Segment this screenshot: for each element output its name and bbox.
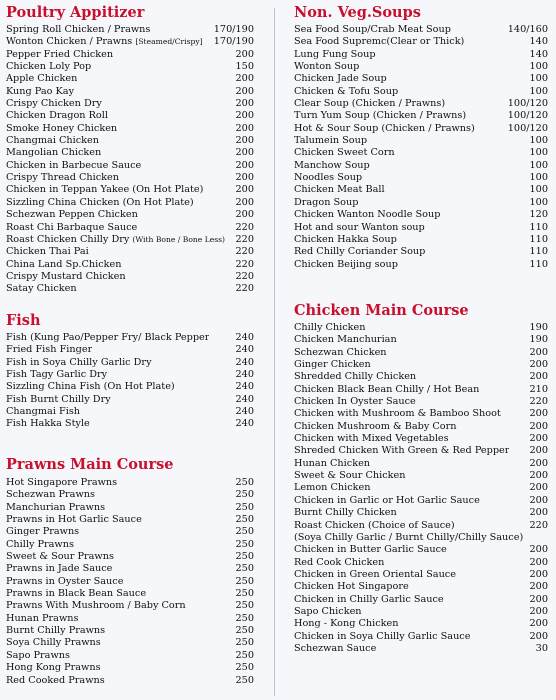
item-price: 200 — [529, 544, 548, 556]
item-name: (Soya Chilly Garlic / Burnt Chilly/Chilly Sauce) — [294, 531, 524, 543]
item-name: Chicken in Green Oriental Sauce — [294, 568, 456, 580]
menu-item — [294, 606, 548, 618]
menu-item — [294, 209, 548, 221]
item-price: 200 — [235, 48, 254, 60]
item-price: 250 — [235, 538, 254, 550]
item-price: 250 — [235, 575, 254, 587]
item-price: 190 — [529, 334, 548, 346]
menu-item — [294, 482, 548, 494]
item-price: 250 — [235, 662, 254, 674]
item-price: 140/160 — [507, 24, 548, 35]
item-price: 220 — [529, 396, 548, 408]
item-name: Chicken Dragon Roll — [6, 110, 108, 122]
item-name: Mangolian Chicken — [6, 147, 102, 159]
item-name: Hunan Prawns — [6, 612, 79, 624]
item-name: Sea Food Supremc(Clear or Thick) — [294, 36, 465, 48]
menu-item — [294, 334, 548, 346]
item-name: Satay Chicken — [6, 283, 77, 295]
item-name: Schezwan Sauce — [294, 642, 377, 654]
item-name: Sapo Chicken — [294, 605, 362, 617]
item-name: Smoke Honey Chicken — [6, 122, 118, 134]
menu-list — [294, 24, 548, 271]
item-name: Manchurian Prawns — [6, 501, 106, 513]
menu-item — [294, 110, 548, 122]
item-name: Chilly Prawns — [6, 538, 74, 550]
menu-item — [6, 24, 254, 36]
item-name: Chicken with Mushroom & Bamboo Shoot — [294, 408, 501, 420]
item-price: 200 — [529, 556, 548, 568]
item-price: 220 — [529, 519, 548, 531]
item-name: Prawns in Jade Sauce — [6, 563, 113, 575]
item-name: Chicken Thai Pai — [6, 246, 89, 258]
item-price: 240 — [235, 369, 254, 381]
menu-item — [6, 184, 254, 196]
item-price: 110 — [529, 246, 548, 258]
item-name: Chicken Wanton Noodle Soup — [294, 209, 441, 221]
item-name: Wonton Chicken / Prawns [Steamed/Crispy] — [6, 36, 203, 48]
item-name: Changmai Chicken — [6, 135, 100, 147]
menu-item — [294, 322, 548, 334]
item-price: 240 — [235, 332, 254, 343]
menu-item — [294, 36, 548, 48]
item-price: 100/120 — [507, 98, 548, 110]
item-name: Burnt Chilly Prawns — [6, 625, 106, 637]
item-price: 200 — [235, 196, 254, 208]
item-price: 200 — [529, 408, 548, 420]
menu-item — [6, 49, 254, 61]
item-price: 100 — [529, 135, 548, 147]
item-name: Chicken with Mixed Vegetables — [294, 433, 449, 445]
item-name: Hong Kong Prawns — [6, 662, 101, 674]
item-price: 220 — [235, 233, 254, 245]
item-price: 190 — [529, 322, 548, 333]
item-name: Clear Soup (Chicken / Prawns) — [294, 98, 446, 110]
item-price: 200 — [529, 445, 548, 457]
menu-item — [294, 147, 548, 159]
item-price: 250 — [235, 526, 254, 538]
item-price: 140 — [529, 36, 548, 48]
item-price: 200 — [235, 135, 254, 147]
item-name: Crispy Mustard Chicken — [6, 270, 126, 282]
item-price: 110 — [529, 221, 548, 233]
item-name: Chicken Beijing soup — [294, 258, 398, 270]
item-price: 250 — [235, 477, 254, 488]
item-name: Pepper Fried Chicken — [6, 48, 114, 60]
item-price: 200 — [529, 618, 548, 630]
item-price: 250 — [235, 600, 254, 612]
item-price: 170/190 — [213, 24, 254, 35]
menu-item — [294, 544, 548, 556]
item-name: Wonton Soup — [294, 61, 360, 73]
item-price: 220 — [235, 270, 254, 282]
item-price: 250 — [235, 588, 254, 600]
menu-item — [6, 283, 254, 295]
section-heading: Fish — [6, 312, 41, 329]
item-price: 200 — [235, 209, 254, 221]
item-name: Sizzling China Chicken (On Hot Plate) — [6, 196, 194, 208]
menu-item — [294, 98, 548, 110]
item-name: Chicken in Teppan Yakee (On Hot Plate) — [6, 184, 204, 196]
item-name: Changmai Fish — [6, 406, 81, 418]
item-price: 200 — [235, 110, 254, 122]
item-price: 200 — [235, 159, 254, 171]
menu-item-note — [294, 532, 548, 544]
item-name: Chicken & Tofu Soup — [294, 85, 399, 97]
item-name: Chicken Black Bean Chilly / Hot Bean — [294, 383, 480, 395]
item-price: 250 — [235, 612, 254, 624]
item-name: Fish in Soya Chilly Garlic Dry — [6, 356, 152, 368]
menu-item — [294, 135, 548, 147]
menu-item — [294, 495, 548, 507]
item-name: Fish Tagy Garlic Dry — [6, 369, 108, 381]
item-price: 200 — [529, 581, 548, 593]
item-name: Prawns in Hot Garlic Sauce — [6, 514, 142, 526]
item-note: [Steamed/Crispy] — [135, 37, 203, 47]
item-price: 200 — [529, 630, 548, 642]
item-name: Kung Pao Kay — [6, 85, 75, 97]
item-price: 200 — [529, 470, 548, 482]
menu-item — [6, 675, 254, 687]
menu-item — [6, 650, 254, 662]
item-price: 200 — [529, 346, 548, 358]
menu-item — [6, 160, 254, 172]
menu-item — [294, 73, 548, 85]
menu-item — [6, 502, 254, 514]
item-name: Chicken Sweet Corn — [294, 147, 395, 159]
item-price: 100 — [529, 184, 548, 196]
item-name: Prawns in Oyster Sauce — [6, 575, 124, 587]
item-name: Schezwan Peppen Chicken — [6, 209, 138, 221]
menu-item — [6, 526, 254, 538]
menu-item — [6, 563, 254, 575]
item-name: Crispy Thread Chicken — [6, 172, 120, 184]
menu-item — [6, 514, 254, 526]
item-name: Apple Chicken — [6, 73, 78, 85]
item-name: Ginger Prawns — [6, 526, 80, 538]
column-divider — [274, 8, 275, 696]
item-price: 200 — [235, 184, 254, 196]
item-price: 200 — [529, 457, 548, 469]
item-name: Chicken In Oyster Sauce — [294, 396, 416, 408]
item-price: 100 — [529, 85, 548, 97]
item-price: 100 — [529, 172, 548, 184]
menu-item — [294, 359, 548, 371]
menu-item — [294, 421, 548, 433]
menu-item — [6, 662, 254, 674]
menu-item — [6, 551, 254, 563]
section-chicken-main-course — [294, 302, 548, 655]
item-price: 240 — [235, 393, 254, 405]
menu-item — [294, 520, 548, 532]
menu-item — [294, 396, 548, 408]
menu-item — [6, 369, 254, 381]
menu-list — [6, 477, 254, 687]
section-heading: Prawns Main Course — [6, 456, 174, 473]
item-name: Turn Yum Soup (Chicken / Prawns) — [294, 110, 467, 122]
section-poultry-appitizer — [6, 4, 254, 296]
menu-item — [294, 507, 548, 519]
item-price: 200 — [529, 605, 548, 617]
item-name: Chicken Meat Ball — [294, 184, 385, 196]
menu-item — [6, 209, 254, 221]
item-price: 110 — [529, 233, 548, 245]
item-name: Chicken Manchurian — [294, 334, 397, 346]
item-price: 200 — [235, 98, 254, 110]
item-price: 220 — [235, 246, 254, 258]
item-name: Chicken in Garlic or Hot Garlic Sauce — [294, 494, 480, 506]
menu-item — [6, 588, 254, 600]
menu-item — [6, 625, 254, 637]
menu-item — [294, 347, 548, 359]
item-name: Chicken Loly Pop — [6, 61, 92, 73]
menu-item — [294, 458, 548, 470]
menu-item — [294, 594, 548, 606]
menu-item — [294, 618, 548, 630]
menu-item — [294, 123, 548, 135]
menu-item — [6, 576, 254, 588]
menu-item — [6, 123, 254, 135]
menu-item — [294, 222, 548, 234]
menu-item — [294, 86, 548, 98]
menu-list — [6, 24, 254, 296]
item-price: 250 — [235, 489, 254, 501]
section-heading: Poultry Appitizer — [6, 4, 145, 21]
item-price: 240 — [235, 406, 254, 418]
item-name: Noodles Soup — [294, 172, 363, 184]
item-name: Roast Chi Barbaque Sauce — [6, 221, 138, 233]
item-name: Sea Food Soup/Crab Meat Soup — [294, 24, 451, 35]
item-name: Hunan Chicken — [294, 457, 371, 469]
item-price: 110 — [529, 258, 548, 270]
item-price: 100/120 — [507, 122, 548, 134]
menu-item — [294, 61, 548, 73]
item-name: Chicken in Chilly Garlic Sauce — [294, 593, 444, 605]
section-prawns-main-course — [6, 456, 254, 687]
item-price: 170/190 — [213, 36, 254, 48]
item-price: 100 — [529, 61, 548, 73]
section-fish — [6, 312, 254, 431]
menu-item — [294, 569, 548, 581]
item-name: Chicken in Barbecue Sauce — [6, 159, 142, 171]
item-name: Lung Fung Soup — [294, 48, 376, 60]
item-name: Chicken Hot Singapore — [294, 581, 409, 593]
item-price: 200 — [529, 593, 548, 605]
item-name: Roast Chicken Chilly Dry (With Bone / Bone Less) — [6, 233, 225, 245]
menu-item — [6, 36, 254, 48]
item-name: Soya Chilly Prawns — [6, 637, 101, 649]
menu-item — [294, 408, 548, 420]
menu-item — [294, 172, 548, 184]
menu-item — [6, 271, 254, 283]
menu-item — [6, 357, 254, 369]
item-price: 100 — [529, 159, 548, 171]
item-name: Fish (Kung Pao/Pepper Fry/ Black Pepper — [6, 332, 210, 343]
menu-item — [294, 433, 548, 445]
menu-item — [6, 477, 254, 489]
item-price: 150 — [235, 61, 254, 73]
item-price: 240 — [235, 344, 254, 356]
item-price: 240 — [235, 418, 254, 430]
item-price: 250 — [235, 514, 254, 526]
menu-item — [6, 381, 254, 393]
item-name: Roast Chicken (Choice of Sauce) — [294, 519, 455, 531]
item-price: 200 — [529, 568, 548, 580]
item-name: Sapo Prawns — [6, 649, 70, 661]
item-name: Red Chilly Coriander Soup — [294, 246, 426, 258]
menu-item — [6, 332, 254, 344]
item-name: Fish Burnt Chilly Dry — [6, 393, 111, 405]
item-name: Schezwan Prawns — [6, 489, 95, 501]
section-heading: Chicken Main Course — [294, 302, 469, 319]
item-name: Sweet & Sour Chicken — [294, 470, 406, 482]
item-name: Sweet & Sour Prawns — [6, 551, 114, 563]
menu-item — [6, 234, 254, 246]
menu-item — [6, 600, 254, 612]
menu-item — [294, 24, 548, 36]
item-name: Chicken Hakka Soup — [294, 233, 397, 245]
item-price: 100/120 — [507, 110, 548, 122]
menu-item — [294, 160, 548, 172]
item-price: 100 — [529, 147, 548, 159]
item-name: China Land Sp.Chicken — [6, 258, 122, 270]
menu-item — [294, 234, 548, 246]
item-price: 200 — [235, 122, 254, 134]
item-name: Fried Fish Finger — [6, 344, 93, 356]
item-price: 240 — [235, 356, 254, 368]
item-name: Shredded Chilly Chicken — [294, 371, 417, 383]
item-name: Sizzling China Fish (On Hot Plate) — [6, 381, 175, 393]
item-name: Dragon Soup — [294, 196, 359, 208]
item-price: 220 — [235, 221, 254, 233]
menu-item — [6, 406, 254, 418]
item-price: 200 — [529, 433, 548, 445]
menu-item — [294, 445, 548, 457]
menu-item — [6, 539, 254, 551]
item-price: 250 — [235, 501, 254, 513]
item-price: 200 — [529, 494, 548, 506]
item-price: 200 — [529, 482, 548, 494]
menu-item — [294, 184, 548, 196]
item-price: 240 — [235, 381, 254, 393]
section-non-veg-soups — [294, 4, 548, 271]
menu-item — [294, 246, 548, 258]
item-price: 200 — [235, 172, 254, 184]
menu-item — [6, 222, 254, 234]
item-price: 30 — [535, 642, 548, 654]
item-price: 140 — [529, 48, 548, 60]
menu-item — [6, 98, 254, 110]
item-price: 120 — [529, 209, 548, 221]
item-name: Red Cook Chicken — [294, 556, 385, 568]
menu-item — [294, 371, 548, 383]
item-name: Red Cooked Prawns — [6, 674, 105, 686]
menu-item — [294, 557, 548, 569]
item-name: Hot and sour Wanton soup — [294, 221, 425, 233]
menu-item — [6, 613, 254, 625]
item-price: 250 — [235, 637, 254, 649]
item-price: 100 — [529, 73, 548, 85]
menu-item — [6, 637, 254, 649]
menu-item — [6, 110, 254, 122]
item-price: 250 — [235, 674, 254, 686]
menu-item — [294, 643, 548, 655]
item-name: Hong - Kong Chicken — [294, 618, 399, 630]
menu-item — [294, 49, 548, 61]
menu-item — [294, 581, 548, 593]
item-name: Chicken Mushroom & Baby Corn — [294, 420, 457, 432]
menu-item — [6, 73, 254, 85]
item-name: Hot Singapore Prawns — [6, 477, 118, 488]
menu-item — [6, 344, 254, 356]
menu-item — [294, 197, 548, 209]
menu-item — [6, 418, 254, 430]
item-name: Crispy Chicken Dry — [6, 98, 102, 110]
item-name: Talumein Soup — [294, 135, 368, 147]
item-name: Ginger Chicken — [294, 359, 371, 371]
item-name: Shreded Chicken With Green & Red Pepper — [294, 445, 510, 457]
item-name: Chicken in Butter Garlic Sauce — [294, 544, 447, 556]
menu-list — [6, 332, 254, 431]
item-price: 200 — [529, 420, 548, 432]
menu-item — [6, 86, 254, 98]
item-price: 200 — [529, 359, 548, 371]
menu-item — [6, 172, 254, 184]
item-price: 100 — [529, 196, 548, 208]
menu-item — [6, 394, 254, 406]
section-heading: Non. Veg.Soups — [294, 4, 421, 21]
item-name: Lemon Chicken — [294, 482, 371, 494]
menu-list — [294, 322, 548, 655]
item-name: Hot & Sour Soup (Chicken / Prawns) — [294, 122, 475, 134]
item-name: Fish Hakka Style — [6, 418, 90, 430]
item-price: 220 — [235, 283, 254, 295]
item-name: Chicken in Soya Chilly Garlic Sauce — [294, 630, 471, 642]
menu-item — [6, 489, 254, 501]
menu-item — [294, 631, 548, 643]
menu-item — [294, 470, 548, 482]
menu-item — [6, 197, 254, 209]
menu-item — [294, 259, 548, 271]
item-price: 200 — [235, 73, 254, 85]
menu-item — [6, 246, 254, 258]
menu-item — [6, 147, 254, 159]
item-price: 250 — [235, 563, 254, 575]
item-name: Chicken Jade Soup — [294, 73, 387, 85]
item-price: 200 — [529, 507, 548, 519]
item-price: 250 — [235, 625, 254, 637]
item-name: Manchow Soup — [294, 159, 370, 171]
item-price: 250 — [235, 551, 254, 563]
item-name: Burnt Chilly Chicken — [294, 507, 397, 519]
item-name: Schezwan Chicken — [294, 346, 387, 358]
item-price: 220 — [235, 258, 254, 270]
item-price: 210 — [529, 383, 548, 395]
menu-item — [6, 259, 254, 271]
menu-item — [294, 384, 548, 396]
item-name: Prawns in Black Bean Sauce — [6, 588, 147, 600]
item-name: Prawns With Mushroom / Baby Corn — [6, 600, 186, 612]
item-price: 200 — [529, 371, 548, 383]
menu-item — [6, 135, 254, 147]
item-price: 200 — [235, 147, 254, 159]
item-name: Spring Roll Chicken / Prawns — [6, 24, 151, 35]
menu-item — [6, 61, 254, 73]
item-price: 250 — [235, 649, 254, 661]
item-note: (With Bone / Bone Less) — [132, 234, 225, 244]
item-price: 200 — [235, 85, 254, 97]
item-name: Chilly Chicken — [294, 322, 366, 333]
